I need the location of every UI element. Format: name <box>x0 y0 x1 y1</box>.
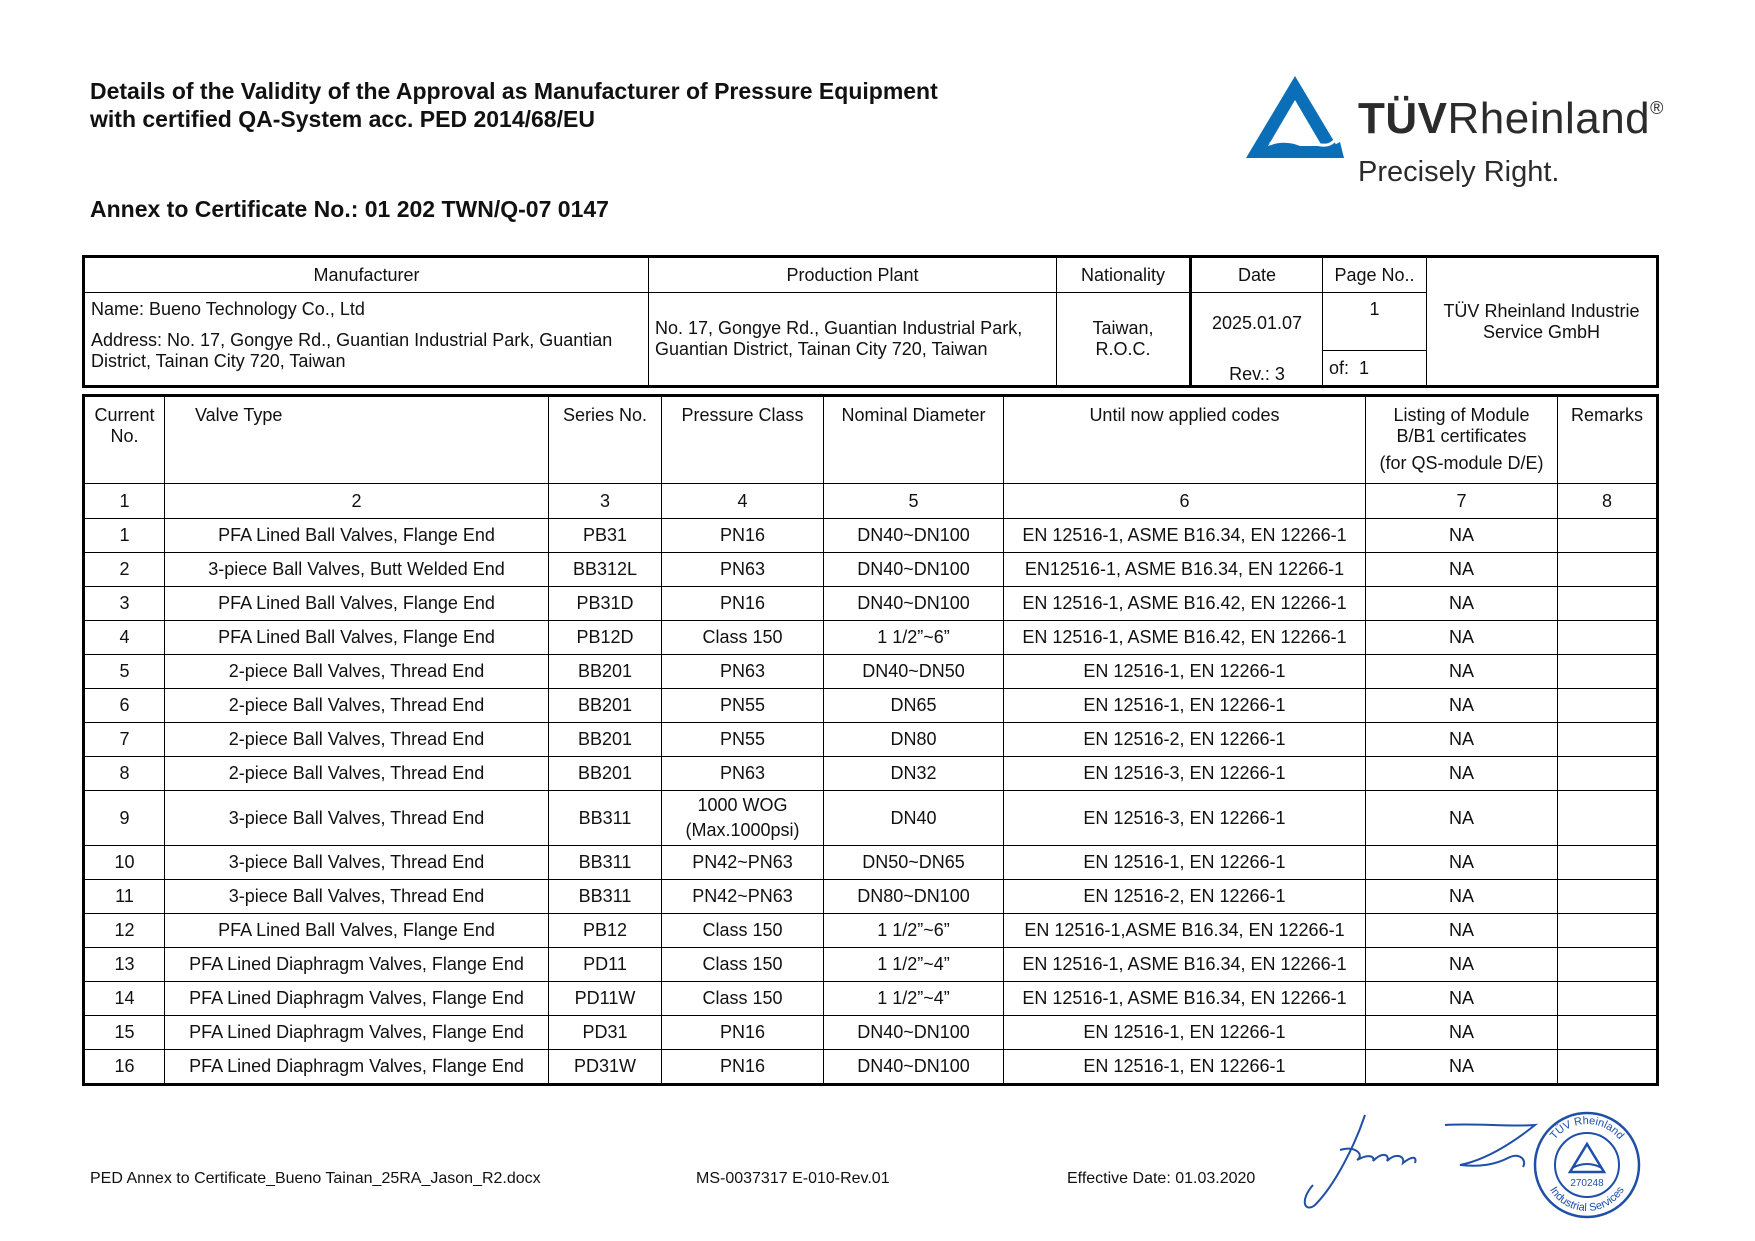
row-valve-type: PFA Lined Ball Valves, Flange End <box>165 519 549 553</box>
row-series-no: PB12 <box>549 914 662 948</box>
tuv-tagline: Precisely Right. <box>1358 156 1560 188</box>
row-pressure-class: PN63 <box>662 655 824 689</box>
row-pressure-class: PN42~PN63 <box>662 880 824 914</box>
row-pressure-class: Class 150 <box>662 914 824 948</box>
row-module-listing: NA <box>1366 1050 1558 1085</box>
row-remarks <box>1558 689 1658 723</box>
row-pressure-class: PN16 <box>662 1016 824 1050</box>
row-applied-codes: EN 12516-3, EN 12266-1 <box>1004 757 1366 791</box>
row-valve-type: PFA Lined Diaphragm Valves, Flange End <box>165 982 549 1016</box>
row-nominal-diameter: DN40 <box>824 791 1004 846</box>
tuv-logo <box>1240 72 1700 202</box>
row-series-no: BB201 <box>549 757 662 791</box>
row-current-no: 5 <box>84 655 165 689</box>
table-row <box>84 982 1658 1016</box>
row-applied-codes: EN12516-1, ASME B16.34, EN 12266-1 <box>1004 553 1366 587</box>
table-row <box>84 553 1658 587</box>
row-pressure-class: Class 150 <box>662 982 824 1016</box>
row-current-no: 2 <box>84 553 165 587</box>
table-row <box>84 587 1658 621</box>
row-series-no: PB31 <box>549 519 662 553</box>
row-series-no: PB12D <box>549 621 662 655</box>
row-module-listing: NA <box>1366 982 1558 1016</box>
row-pressure-class: PN63 <box>662 553 824 587</box>
row-applied-codes: EN 12516-1, ASME B16.42, EN 12266-1 <box>1004 587 1366 621</box>
annex-certificate-number: Annex to Certificate No.: 01 202 TWN/Q-07 0147 <box>90 196 609 222</box>
row-remarks <box>1558 880 1658 914</box>
footer-effective-date: Effective Date: 01.03.2020 <box>1067 1170 1256 1187</box>
table-row <box>84 1016 1658 1050</box>
nationality-label: Nationality <box>1057 257 1191 293</box>
manufacturer-name: Name: Bueno Technology Co., Ltd <box>91 299 365 319</box>
page-no-label: Page No.. <box>1323 257 1427 293</box>
manufacturer-label: Manufacturer <box>84 257 649 293</box>
row-current-no: 14 <box>84 982 165 1016</box>
row-module-listing: NA <box>1366 723 1558 757</box>
row-applied-codes: EN 12516-2, EN 12266-1 <box>1004 723 1366 757</box>
table-row <box>84 757 1658 791</box>
row-pressure-class-line: (Max.1000psi) <box>685 820 800 840</box>
manufacturer-address: Address: No. 17, Gongye Rd., Guantian Industrial Park, Guantian District, Tainan City 720, Taiwan <box>91 330 613 371</box>
row-nominal-diameter: DN40~DN100 <box>824 587 1004 621</box>
row-nominal-diameter: DN40~DN50 <box>824 655 1004 689</box>
row-series-no: BB201 <box>549 689 662 723</box>
header-remarks: Remarks <box>1558 396 1658 484</box>
svg-text:270248: 270248 <box>1570 1178 1604 1189</box>
row-remarks <box>1558 1050 1658 1085</box>
row-valve-type: 3-piece Ball Valves, Thread End <box>165 880 549 914</box>
row-nominal-diameter: DN40~DN100 <box>824 1016 1004 1050</box>
row-current-no: 12 <box>84 914 165 948</box>
title-line-1: Details of the Validity of the Approval as Manufacturer of Pressure Equipment <box>90 78 938 104</box>
row-nominal-diameter: DN40~DN100 <box>824 519 1004 553</box>
row-applied-codes: EN 12516-1, EN 12266-1 <box>1004 1050 1366 1085</box>
row-remarks <box>1558 791 1658 846</box>
row-module-listing: NA <box>1366 587 1558 621</box>
header-module-listing <box>1366 396 1558 484</box>
row-remarks <box>1558 655 1658 689</box>
row-module-listing: NA <box>1366 689 1558 723</box>
row-applied-codes: EN 12516-1, EN 12266-1 <box>1004 1016 1366 1050</box>
column-number: 3 <box>549 484 662 519</box>
row-pressure-class <box>662 791 824 846</box>
row-applied-codes: EN 12516-1,ASME B16.34, EN 12266-1 <box>1004 914 1366 948</box>
row-series-no: BB311 <box>549 846 662 880</box>
column-number: 5 <box>824 484 1004 519</box>
row-pressure-class: PN42~PN63 <box>662 846 824 880</box>
row-nominal-diameter: 1 1/2”~4” <box>824 982 1004 1016</box>
row-module-listing: NA <box>1366 655 1558 689</box>
row-nominal-diameter: DN80~DN100 <box>824 880 1004 914</box>
row-module-listing: NA <box>1366 791 1558 846</box>
row-valve-type: PFA Lined Ball Valves, Flange End <box>165 587 549 621</box>
row-valve-type: PFA Lined Diaphragm Valves, Flange End <box>165 1016 549 1050</box>
row-current-no: 9 <box>84 791 165 846</box>
header-applied-codes: Until now applied codes <box>1004 396 1366 484</box>
svg-text:Industrial Services: Industrial Services <box>1547 1184 1627 1215</box>
row-nominal-diameter: DN65 <box>824 689 1004 723</box>
row-series-no: BB312L <box>549 553 662 587</box>
row-current-no: 1 <box>84 519 165 553</box>
row-pressure-class: PN16 <box>662 587 824 621</box>
issuer-name: TÜV Rheinland Industrie Service GmbH <box>1427 257 1658 387</box>
column-number: 7 <box>1366 484 1558 519</box>
row-series-no: PD11W <box>549 982 662 1016</box>
column-number-row <box>84 484 1658 519</box>
svg-text:TÜV Rheinland: TÜV Rheinland <box>1547 1114 1627 1142</box>
row-applied-codes: EN 12516-1, EN 12266-1 <box>1004 846 1366 880</box>
revision: Rev.: 3 <box>1229 364 1285 384</box>
row-current-no: 16 <box>84 1050 165 1085</box>
row-valve-type: 3-piece Ball Valves, Thread End <box>165 846 549 880</box>
page-number: 1 <box>1323 293 1427 351</box>
row-remarks <box>1558 757 1658 791</box>
row-valve-type: 2-piece Ball Valves, Thread End <box>165 723 549 757</box>
row-valve-type: PFA Lined Ball Valves, Flange End <box>165 621 549 655</box>
row-remarks <box>1558 914 1658 948</box>
row-applied-codes: EN 12516-2, EN 12266-1 <box>1004 880 1366 914</box>
row-module-listing: NA <box>1366 914 1558 948</box>
row-nominal-diameter: DN40~DN100 <box>824 553 1004 587</box>
column-number: 8 <box>1558 484 1658 519</box>
row-module-listing: NA <box>1366 553 1558 587</box>
row-applied-codes: EN 12516-1, ASME B16.34, EN 12266-1 <box>1004 982 1366 1016</box>
row-current-no: 6 <box>84 689 165 723</box>
column-header-row <box>84 396 1658 484</box>
header-nominal-diameter: Nominal Diameter <box>824 396 1004 484</box>
table-row <box>84 880 1658 914</box>
table-row <box>84 1050 1658 1085</box>
row-applied-codes: EN 12516-1, EN 12266-1 <box>1004 655 1366 689</box>
table-row <box>84 948 1658 982</box>
page-of-value: 1 <box>1359 357 1370 378</box>
production-plant-address: No. 17, Gongye Rd., Guantian Industrial Park, Guantian District, Tainan City 720, Taiwan <box>649 293 1057 387</box>
row-remarks <box>1558 519 1658 553</box>
row-current-no: 7 <box>84 723 165 757</box>
header-series-no: Series No. <box>549 396 662 484</box>
column-number: 1 <box>84 484 165 519</box>
signature-image <box>1295 1105 1555 1215</box>
production-plant-label: Production Plant <box>649 257 1057 293</box>
row-applied-codes: EN 12516-1, ASME B16.34, EN 12266-1 <box>1004 519 1366 553</box>
row-remarks <box>1558 621 1658 655</box>
row-applied-codes: EN 12516-3, EN 12266-1 <box>1004 791 1366 846</box>
row-remarks <box>1558 846 1658 880</box>
valve-rows <box>84 519 1658 1085</box>
row-nominal-diameter: 1 1/2”~6” <box>824 621 1004 655</box>
date-label: Date <box>1191 257 1323 293</box>
footer-file-name: PED Annex to Certificate_Bueno Tainan_25RA_Jason_R2.docx <box>90 1170 541 1187</box>
title-line-2: with certified QA-System acc. PED 2014/68/EU <box>90 106 595 132</box>
row-series-no: BB311 <box>549 880 662 914</box>
row-nominal-diameter: DN80 <box>824 723 1004 757</box>
row-nominal-diameter: DN50~DN65 <box>824 846 1004 880</box>
footer-form-number: MS-0037317 E-010-Rev.01 <box>696 1170 890 1187</box>
row-remarks <box>1558 948 1658 982</box>
date-cell <box>1191 293 1323 387</box>
row-nominal-diameter: DN32 <box>824 757 1004 791</box>
table-row <box>84 914 1658 948</box>
row-pressure-class: Class 150 <box>662 621 824 655</box>
row-current-no: 11 <box>84 880 165 914</box>
header-module-note: (for QS-module D/E) <box>1379 453 1544 473</box>
date-value: 2025.01.07 <box>1211 313 1303 333</box>
row-applied-codes: EN 12516-1, EN 12266-1 <box>1004 689 1366 723</box>
row-series-no: PD31W <box>549 1050 662 1085</box>
row-valve-type: PFA Lined Ball Valves, Flange End <box>165 914 549 948</box>
row-current-no: 3 <box>84 587 165 621</box>
row-module-listing: NA <box>1366 846 1558 880</box>
row-valve-type: 2-piece Ball Valves, Thread End <box>165 689 549 723</box>
row-remarks <box>1558 1016 1658 1050</box>
row-series-no: PD11 <box>549 948 662 982</box>
table-row <box>84 655 1658 689</box>
row-pressure-class-line: 1000 WOG <box>697 795 788 815</box>
row-series-no: BB201 <box>549 723 662 757</box>
row-pressure-class: PN63 <box>662 757 824 791</box>
row-series-no: BB201 <box>549 655 662 689</box>
column-number: 2 <box>165 484 549 519</box>
row-valve-type: 3-piece Ball Valves, Thread End <box>165 791 549 846</box>
row-current-no: 13 <box>84 948 165 982</box>
table-row <box>84 689 1658 723</box>
row-nominal-diameter: DN40~DN100 <box>824 1050 1004 1085</box>
row-current-no: 8 <box>84 757 165 791</box>
page-of-cell <box>1323 351 1427 387</box>
row-current-no: 15 <box>84 1016 165 1050</box>
row-pressure-class: PN16 <box>662 519 824 553</box>
tuv-seal-stamp <box>1532 1110 1642 1220</box>
row-valve-type: 2-piece Ball Valves, Thread End <box>165 757 549 791</box>
table-row <box>84 621 1658 655</box>
row-applied-codes: EN 12516-1, ASME B16.34, EN 12266-1 <box>1004 948 1366 982</box>
row-current-no: 4 <box>84 621 165 655</box>
row-series-no: PD31 <box>549 1016 662 1050</box>
row-pressure-class: PN55 <box>662 723 824 757</box>
row-valve-type: 3-piece Ball Valves, Butt Welded End <box>165 553 549 587</box>
manufacturer-details <box>84 293 649 387</box>
header-current-no: Current No. <box>84 396 165 484</box>
row-pressure-class: PN55 <box>662 689 824 723</box>
page-of-label: of: <box>1329 357 1350 378</box>
table-row <box>84 723 1658 757</box>
row-remarks <box>1558 982 1658 1016</box>
tuv-triangle-logo-icon <box>1240 72 1350 164</box>
row-module-listing: NA <box>1366 621 1558 655</box>
table-row <box>84 519 1658 553</box>
row-applied-codes: EN 12516-1, ASME B16.42, EN 12266-1 <box>1004 621 1366 655</box>
manufacturer-header-table <box>82 255 1659 388</box>
row-current-no: 10 <box>84 846 165 880</box>
row-module-listing: NA <box>1366 1016 1558 1050</box>
valve-approval-table <box>82 394 1659 1086</box>
row-nominal-diameter: 1 1/2”~6” <box>824 914 1004 948</box>
row-series-no: PB31D <box>549 587 662 621</box>
nationality-value: Taiwan, R.O.C. <box>1057 293 1191 387</box>
table-row <box>84 791 1658 846</box>
row-remarks <box>1558 587 1658 621</box>
row-series-no: BB311 <box>549 791 662 846</box>
column-number: 4 <box>662 484 824 519</box>
row-valve-type: PFA Lined Diaphragm Valves, Flange End <box>165 948 549 982</box>
column-number: 6 <box>1004 484 1366 519</box>
row-valve-type: PFA Lined Diaphragm Valves, Flange End <box>165 1050 549 1085</box>
row-module-listing: NA <box>1366 880 1558 914</box>
row-nominal-diameter: 1 1/2”~4” <box>824 948 1004 982</box>
tuv-brand-name: TÜVRheinland® <box>1358 94 1664 143</box>
row-pressure-class: PN16 <box>662 1050 824 1085</box>
header-pressure-class: Pressure Class <box>662 396 824 484</box>
row-module-listing: NA <box>1366 948 1558 982</box>
row-module-listing: NA <box>1366 757 1558 791</box>
header-valve-type: Valve Type <box>165 396 549 484</box>
row-remarks <box>1558 723 1658 757</box>
row-remarks <box>1558 553 1658 587</box>
row-pressure-class: Class 150 <box>662 948 824 982</box>
row-valve-type: 2-piece Ball Valves, Thread End <box>165 655 549 689</box>
table-row <box>84 846 1658 880</box>
header-module-listing-title: Listing of Module B/B1 certificates <box>1393 405 1530 446</box>
document-title <box>90 77 938 133</box>
row-module-listing: NA <box>1366 519 1558 553</box>
